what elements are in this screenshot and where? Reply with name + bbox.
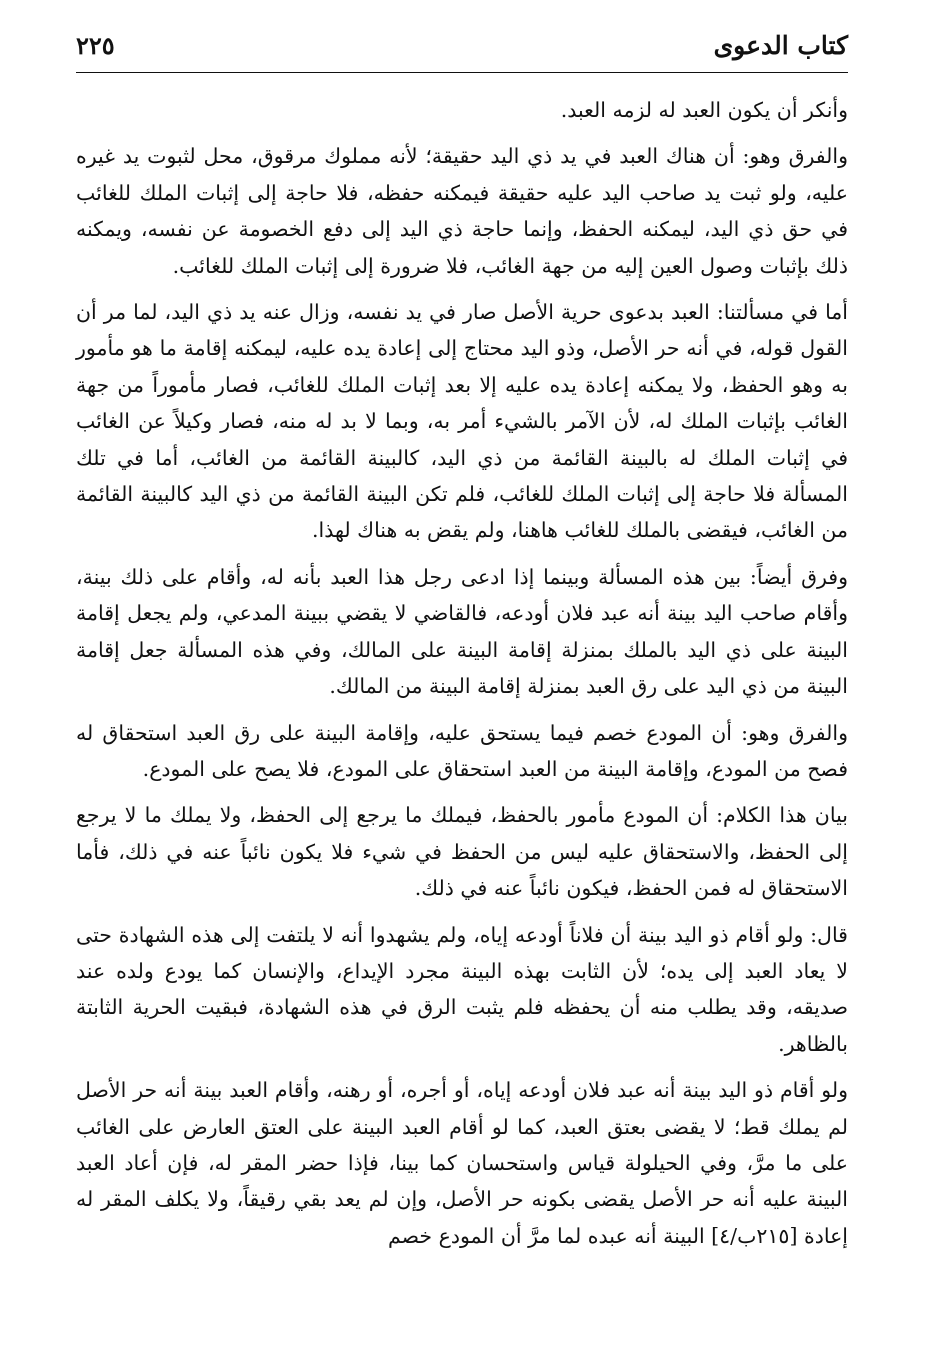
paragraph: والفرق وهو: أن المودع خصم فيما يستحق عليه، وإقامة البينة على رق العبد استحقاق له فصح من المودع، وإقامة البينة من العبد استحقاق على المودع، فلا يصح على المودع. — [76, 720, 848, 781]
paragraph: ولو أقام ذو اليد بينة أنه عبد فلان أودعه إياه، أو أجره، أو رهنه، وأقام العبد بينة أنه حر الأصل لم يملك قط؛ لا يقضى بعتق العبد، كما لو أقام العبد البينة على العتق العارض على الغائب على ما مرَّ، وفي الحيلولة قياس واستحسان كما بينا، فإذا حضر المقر له، فإن أعاد العبد البينة عليه أنه حر الأصل يقضى بكونه حر الأصل، وإن لم يعد بقي رقيقاً، ولا يكلف المقر له إعادة [٢١٥ب/٤] البينة أنه عبده لما مرَّ أن المودع خصم — [76, 1078, 848, 1248]
paragraph: وأنكر أن يكون العبد له لزمه العبد. — [560, 98, 848, 122]
paragraph: بيان هذا الكلام: أن المودع مأمور بالحفظ، فيملك ما يرجع إلى الحفظ، ولا يملك ما لا يرجع إلى الحفظ، والاستحقاق عليه ليس من الحفظ في شيء فلا يكون نائباً عنه في ذلك، فأما الاستحقاق له فمن الحفظ، فيكون نائباً عنه في ذلك. — [76, 803, 848, 901]
paragraph: وفرق أيضاً: بين هذه المسألة وبينما إذا ادعى رجل هذا العبد بأنه له، وأقام على ذلك بينة، وأقام صاحب اليد بينة أنه عبد فلان أودعه، فالقاضي لا يقضي ببينة المدعي، ولم يجعل إقامة البينة على ذي اليد بالملك بمنزلة إقامة البينة على المالك، وفي هذه المسألة جعل إقامة البينة من ذي اليد على رق العبد بمنزلة إقامة البينة من المالك. — [76, 564, 848, 699]
paragraph: قال: ولو أقام ذو اليد بينة أن فلاناً أودعه إياه، ولم يشهدوا أنه لا يلتفت إلى هذه الشهادة حتى لا يعاد العبد إلى يده؛ لأن الثابت بهذه البينة مجرد الإيداع، والإنسان كما يودع ولده عند صديقه، وقد يطلب منه أن يحفظه فلم يثبت الرق في هذه الشهادة، فبقيت الحرية الثابتة بالظاهر. — [76, 922, 848, 1056]
page-number: ٢٢٥ — [76, 31, 115, 60]
book-title: كتاب الدعوى — [713, 31, 848, 60]
paragraph: والفرق وهو: أن هناك العبد في يد ذي اليد حقيقة؛ لأنه مملوك مرقوق، محل لثبوت يد غيره عليه، ولو ثبت يد صاحب اليد عليه حقيقة فيمكنه حفظه، فلا حاجة إلى إثبات الملك للغائب في حق ذي اليد، ليمكنه الحفظ، وإنما حاجة ذي اليد إلى دفع الخصومة عن نفسه، ويمكنه ذلك بإثبات وصول العين إليه من جهة الغائب، فلا ضرورة إلى إثبات الملك للغائب. — [76, 144, 848, 278]
paragraph: أما في مسألتنا: العبد بدعوى حرية الأصل صار في يد نفسه، وزال عنه يد ذي اليد، لما مر أن القول قوله، في أنه حر الأصل، وذو اليد محتاج إلى إعادة يده عليه، ليمكنه إقامة ما هو مأمور به وهو الحفظ، ولا يمكنه إعادة يده عليه إلا بعد إثبات الملك للغائب، فصار مأموراً من جهة الغائب بإثبات الملك له، لأن الآمر بالشيء أمر به، وبما لا بد له منه، فصار وكيلاً عن الغائب في إثبات الملك له بالبينة القائمة من ذي اليد، كالبينة القائمة من الغائب، أما في تلك المسألة فلا حاجة إلى إثبات الملك للغائب، فلم تكن البينة القائمة من ذي اليد كالبينة القائمة من الغائب، فيقضى بالملك للغائب هاهنا، ولم يقض به هناك لهذا. — [76, 300, 848, 543]
running-header — [76, 28, 848, 73]
body-text — [76, 92, 848, 1264]
